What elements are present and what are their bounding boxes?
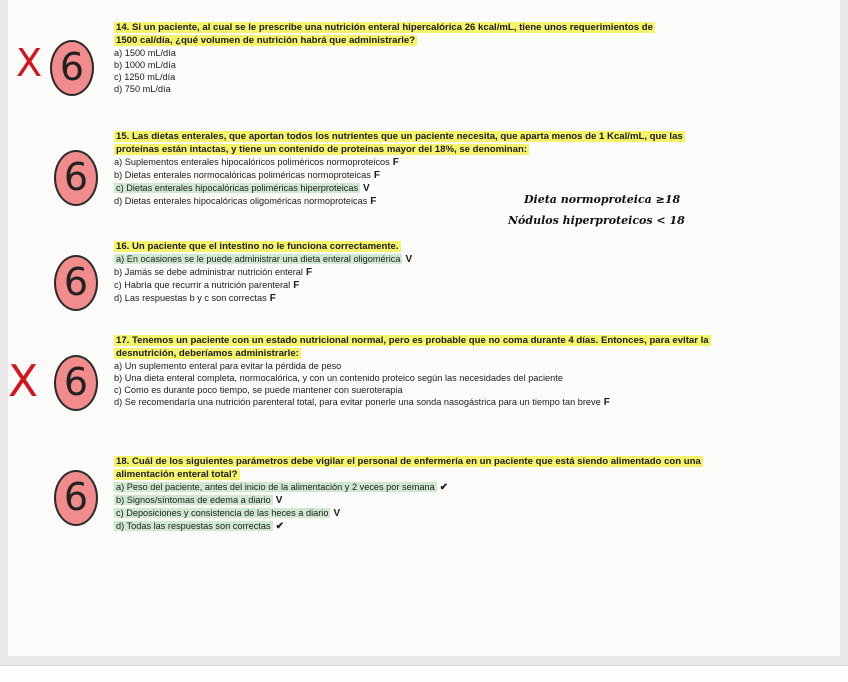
option-c: c) 1250 mL/día xyxy=(114,72,176,82)
option-a: a) Suplementos enterales hipocalóricos poliméricos normoproteicos F xyxy=(114,157,399,168)
score-circle: 6 xyxy=(54,355,98,411)
question-title: 15. Las dietas enterales, que aportan todos los nutrientes que un paciente necesita, que aparta menos de 1 Kcal/mL, que las proteínas están intactas, y tiene un contenido de proteínas mayor del 18%, se denominan: xyxy=(116,131,683,155)
question-14 xyxy=(114,21,654,95)
option-d: d) Las respuestas b y c son correctas F xyxy=(114,293,276,304)
mark-v: V xyxy=(275,495,283,506)
option-a: a) Un suplemento enteral para evitar la pérdida de peso xyxy=(114,361,342,371)
option-b: b) 1000 mL/día xyxy=(114,60,176,70)
option-d: d) Dietas enterales hipocalóricas oligoméricas normoproteicas F xyxy=(114,196,377,207)
score-circle: 6 xyxy=(50,40,94,96)
mark-f: F xyxy=(392,157,399,168)
document-page xyxy=(8,0,840,656)
mark-f: F xyxy=(293,280,300,291)
question-18 xyxy=(114,455,704,533)
option-a: a) Peso del paciente, antes del inicio de la alimentación y 2 veces por semana ✔ xyxy=(116,482,449,493)
mark-f: F xyxy=(603,397,610,408)
option-c: c) Habría que recurrir a nutrición parenteral F xyxy=(114,280,300,291)
score-circle: 6 xyxy=(54,150,98,206)
question-title: 16. Un paciente que el intestino no le funciona correctamente. xyxy=(116,241,399,252)
mark-f: F xyxy=(370,196,377,207)
option-b: b) Jamás se debe administrar nutrición enteral F xyxy=(114,267,313,278)
option-d: d) Se recomendaría una nutrición parenteral total, para evitar ponerle una sonda nasogástrica para un tiempo tan breve F xyxy=(114,397,610,408)
mark-check: ✔ xyxy=(439,482,449,493)
option-a: a) En ocasiones se le puede administrar una dieta enteral oligomérica V xyxy=(116,254,413,265)
handwritten-note: Nódulos hiperproteicos < 18 xyxy=(508,214,685,227)
handwritten-note: Dieta normoproteica ≥18 xyxy=(524,193,681,206)
mark-f: F xyxy=(373,170,380,181)
wrong-mark-icon: X xyxy=(16,41,43,85)
mark-f: F xyxy=(269,293,276,304)
option-b: b) Dietas enterales normocalóricas poliméricas normoproteicas F xyxy=(114,170,380,181)
option-d: d) Todas las respuestas son correctas ✔ xyxy=(116,521,284,532)
option-c: c) Deposiciones y consistencia de las heces a diario V xyxy=(116,508,341,519)
option-a: a) 1500 mL/día xyxy=(114,48,176,58)
mark-v: V xyxy=(405,254,413,265)
mark-v: V xyxy=(363,183,370,194)
option-b: b) Signos/síntomas de edema a diario V xyxy=(116,495,283,506)
question-title: 17. Tenemos un paciente con un estado nutricional normal, pero es probable que no coma durante 4 días. Entonces, para evitar la desnutrición, deberíamos administrarle: xyxy=(116,335,709,359)
option-c: c) Como es durante poco tiempo, se puede mantener con sueroterapia xyxy=(114,385,403,395)
mark-check: ✔ xyxy=(275,521,284,532)
question-17 xyxy=(114,334,714,409)
wrong-mark-icon: X xyxy=(8,356,39,407)
option-c: c) Dietas enterales hipocalóricas poliméricas hiperproteicas V xyxy=(116,183,370,194)
score-circle: 6 xyxy=(54,470,98,526)
question-title: 14. Si un paciente, al cual se le prescribe una nutrición enteral hipercalórica 26 kcal/mL, tiene unos requerimientos de 1500 cal/día, ¿qué volumen de nutrición habrá que administrarle? xyxy=(116,22,653,46)
option-b: b) Una dieta enteral completa, normocalórica, y con un contenido proteico según las necesidades del paciente xyxy=(114,373,563,383)
mark-v: V xyxy=(333,508,341,519)
option-d: d) 750 mL/día xyxy=(114,84,171,94)
next-page-edge xyxy=(0,665,848,682)
question-16 xyxy=(114,240,614,305)
mark-f: F xyxy=(305,267,313,278)
score-circle: 6 xyxy=(54,255,98,311)
question-title: 18. Cuál de los siguientes parámetros debe vigilar el personal de enfermería en un paciente que está siendo alimentado con una alimentación enteral total? xyxy=(116,456,701,480)
